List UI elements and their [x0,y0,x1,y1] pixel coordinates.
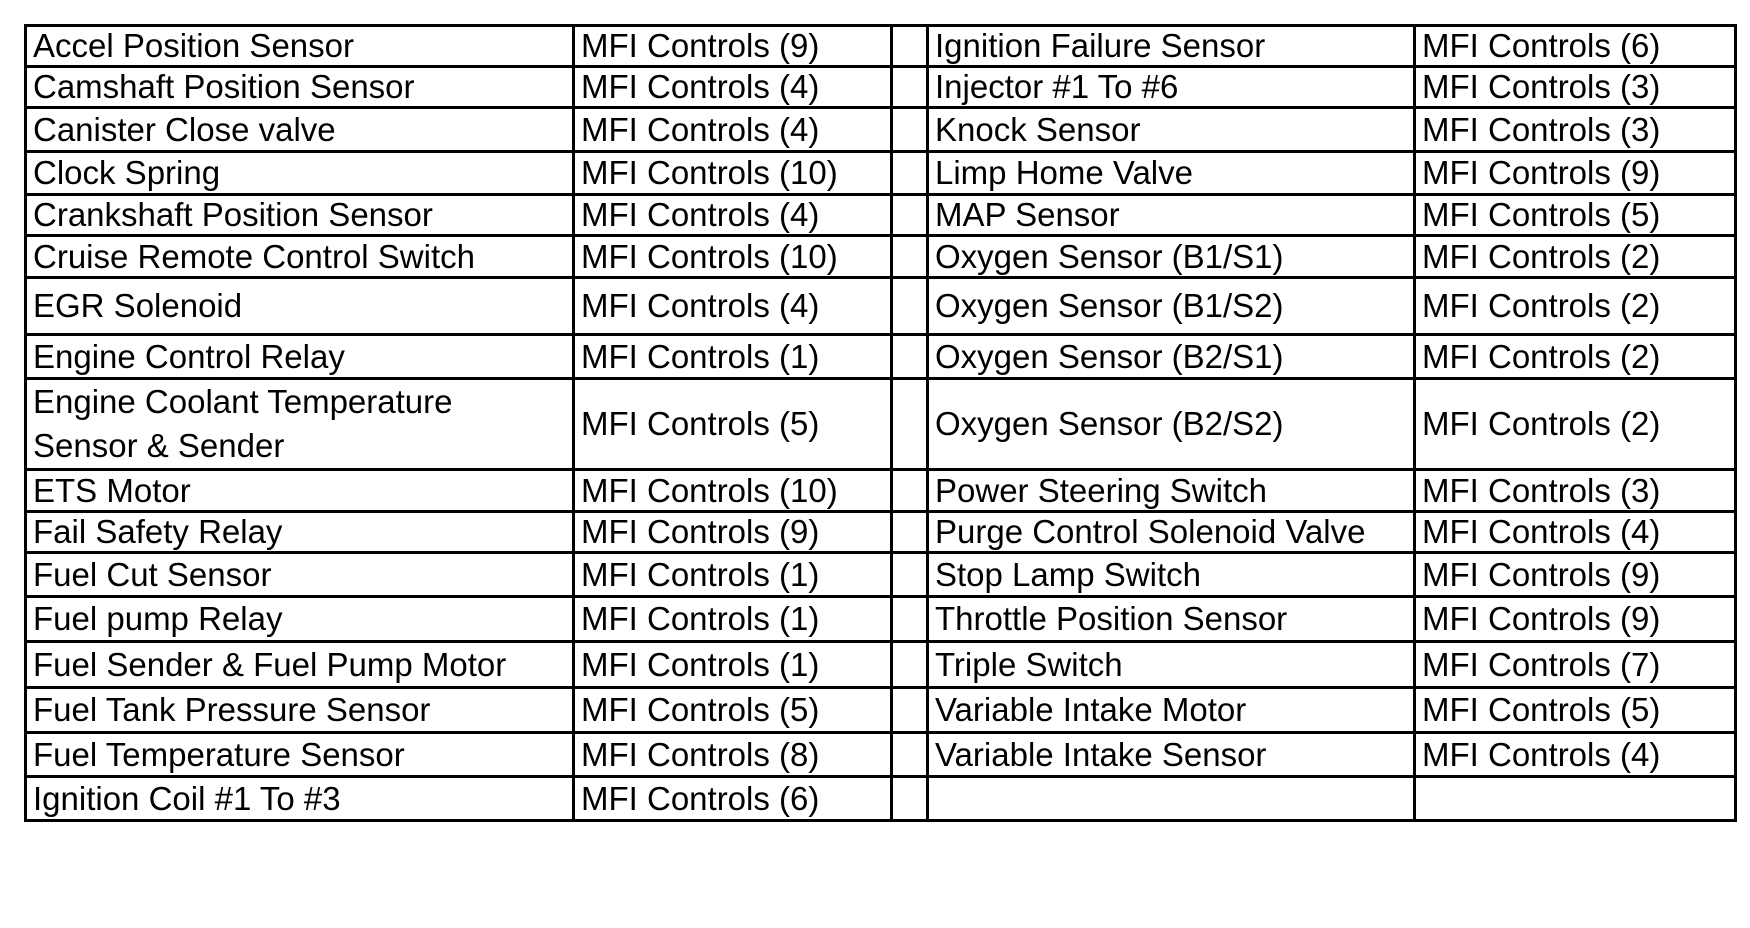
left-component-name: Engine Coolant Temperature Sensor & Sender [26,379,574,470]
component-index-table [24,24,1737,822]
right-component-name: Ignition Failure Sensor [928,26,1415,67]
table-row [26,379,1736,470]
left-component-reference: MFI Controls (1) [574,597,892,642]
left-component-name: Fuel Sender & Fuel Pump Motor [26,642,574,688]
column-gap-cell [892,26,928,67]
table-row [26,553,1736,597]
table-row [26,512,1736,553]
table-row [26,26,1736,67]
left-component-name: Accel Position Sensor [26,26,574,67]
right-component-reference: MFI Controls (2) [1415,335,1736,379]
left-component-name: Fail Safety Relay [26,512,574,553]
right-component-reference: MFI Controls (5) [1415,195,1736,236]
right-component-reference: MFI Controls (2) [1415,278,1736,335]
column-gap-cell [892,278,928,335]
table-row [26,777,1736,821]
right-component-reference: MFI Controls (9) [1415,152,1736,195]
right-component-reference: MFI Controls (9) [1415,597,1736,642]
right-component-reference: MFI Controls (4) [1415,733,1736,777]
left-component-reference: MFI Controls (10) [574,152,892,195]
left-component-reference: MFI Controls (1) [574,553,892,597]
right-component-reference: MFI Controls (2) [1415,236,1736,278]
right-component-name: Oxygen Sensor (B1/S1) [928,236,1415,278]
right-component-name: Injector #1 To #6 [928,67,1415,108]
left-component-reference: MFI Controls (9) [574,26,892,67]
left-component-reference: MFI Controls (6) [574,777,892,821]
right-component-name: Variable Intake Motor [928,688,1415,733]
right-component-name: Purge Control Solenoid Valve [928,512,1415,553]
right-component-name: Oxygen Sensor (B2/S1) [928,335,1415,379]
right-component-reference: MFI Controls (2) [1415,379,1736,470]
column-gap-cell [892,195,928,236]
right-component-name: Triple Switch [928,642,1415,688]
left-component-name: EGR Solenoid [26,278,574,335]
left-component-reference: MFI Controls (4) [574,278,892,335]
column-gap-cell [892,688,928,733]
right-component-name [928,777,1415,821]
table-row [26,108,1736,152]
table-row [26,733,1736,777]
right-component-name: Knock Sensor [928,108,1415,152]
left-component-name: Ignition Coil #1 To #3 [26,777,574,821]
left-component-reference: MFI Controls (4) [574,195,892,236]
left-component-name: Camshaft Position Sensor [26,67,574,108]
table-row [26,195,1736,236]
left-component-name: Cruise Remote Control Switch [26,236,574,278]
right-component-reference: MFI Controls (3) [1415,108,1736,152]
column-gap-cell [892,67,928,108]
left-component-reference: MFI Controls (1) [574,642,892,688]
column-gap-cell [892,733,928,777]
right-component-name: Variable Intake Sensor [928,733,1415,777]
left-component-name: Clock Spring [26,152,574,195]
table-row [26,688,1736,733]
left-component-reference: MFI Controls (5) [574,688,892,733]
left-component-name: Fuel Temperature Sensor [26,733,574,777]
column-gap-cell [892,152,928,195]
left-component-name: Engine Control Relay [26,335,574,379]
table-row [26,236,1736,278]
right-component-reference: MFI Controls (3) [1415,67,1736,108]
right-component-name: MAP Sensor [928,195,1415,236]
column-gap-cell [892,512,928,553]
column-gap-cell [892,379,928,470]
right-component-reference: MFI Controls (7) [1415,642,1736,688]
right-component-reference [1415,777,1736,821]
right-component-name: Power Steering Switch [928,470,1415,512]
left-component-reference: MFI Controls (10) [574,470,892,512]
column-gap-cell [892,777,928,821]
right-component-name: Limp Home Valve [928,152,1415,195]
right-component-reference: MFI Controls (4) [1415,512,1736,553]
table-row [26,335,1736,379]
right-component-name: Oxygen Sensor (B1/S2) [928,278,1415,335]
table-row [26,597,1736,642]
table-row [26,278,1736,335]
column-gap-cell [892,597,928,642]
column-gap-cell [892,335,928,379]
right-component-name: Throttle Position Sensor [928,597,1415,642]
column-gap-cell [892,108,928,152]
right-component-name: Oxygen Sensor (B2/S2) [928,379,1415,470]
right-component-name: Stop Lamp Switch [928,553,1415,597]
left-component-name: Crankshaft Position Sensor [26,195,574,236]
table-row [26,642,1736,688]
left-component-reference: MFI Controls (9) [574,512,892,553]
right-component-reference: MFI Controls (6) [1415,26,1736,67]
left-component-name: ETS Motor [26,470,574,512]
right-component-reference: MFI Controls (3) [1415,470,1736,512]
column-gap-cell [892,236,928,278]
right-component-reference: MFI Controls (9) [1415,553,1736,597]
left-component-reference: MFI Controls (8) [574,733,892,777]
left-component-reference: MFI Controls (10) [574,236,892,278]
table-row [26,67,1736,108]
left-component-name: Fuel Tank Pressure Sensor [26,688,574,733]
table-row [26,152,1736,195]
left-component-name: Fuel Cut Sensor [26,553,574,597]
column-gap-cell [892,642,928,688]
table-row [26,470,1736,512]
left-component-name: Canister Close valve [26,108,574,152]
column-gap-cell [892,470,928,512]
left-component-reference: MFI Controls (4) [574,108,892,152]
left-component-name: Fuel pump Relay [26,597,574,642]
right-component-reference: MFI Controls (5) [1415,688,1736,733]
left-component-reference: MFI Controls (5) [574,379,892,470]
left-component-reference: MFI Controls (4) [574,67,892,108]
column-gap-cell [892,553,928,597]
left-component-reference: MFI Controls (1) [574,335,892,379]
